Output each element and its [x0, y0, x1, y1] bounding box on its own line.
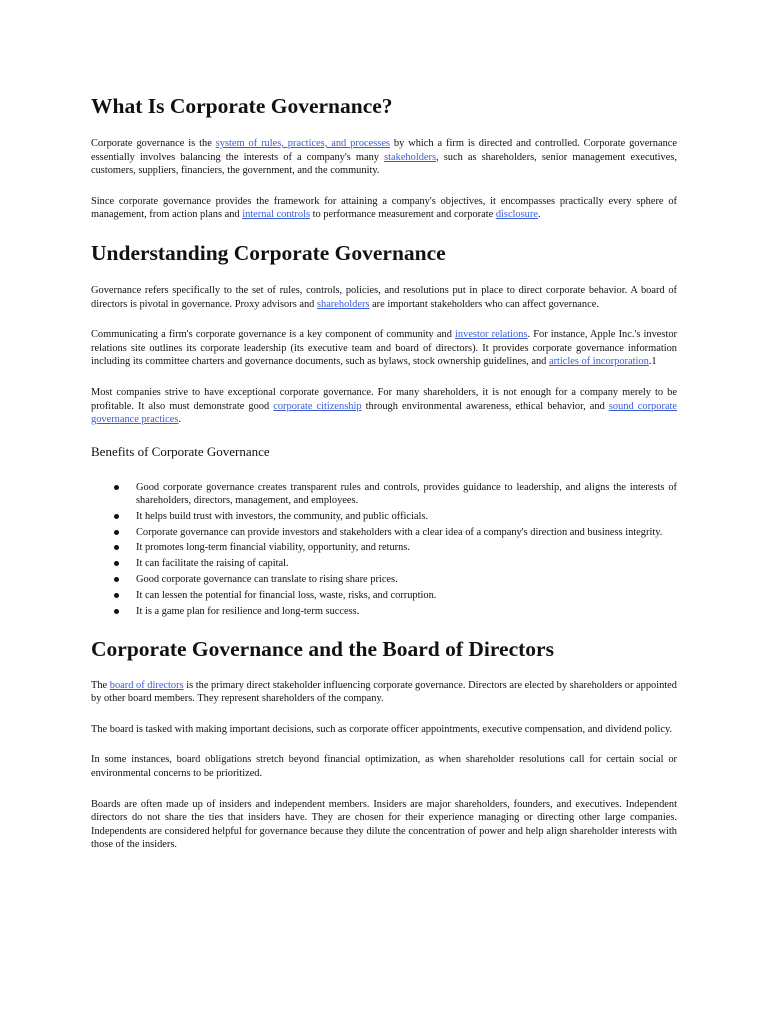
- text-fragment: to performance measurement and corporate: [310, 209, 496, 221]
- paragraph-insiders-independents: Boards are often made up of insiders and independent members. Insiders are major shareholders, founders, and executives. Independent directors do not share the ties that insiders have. They are chosen for their experience managing or directing other large companies. Independents are considered helpful for governance because they dilute the concentration of power and help align shareholder interests with those of the insiders.: [91, 798, 677, 851]
- list-item: Corporate governance can provide investors and stakeholders with a clear idea of a company's direction and business integrity.: [136, 526, 677, 539]
- text-fragment: .: [537, 209, 541, 221]
- list-item: Good corporate governance creates transparent rules and controls, provides guidance to leadership, and aligns the interests of shareholders, directors, management, and employees.: [136, 481, 677, 506]
- paragraph-most-companies: [91, 386, 677, 427]
- text-fragment: Governance refers specifically to the set of rules, controls, policies, and resolutions put in place to direct corporate behavior. A board of directors is pivotal in governance. Proxy advisors and: [91, 284, 677, 310]
- heading-what-is-corporate-governance: What Is Corporate Governance?: [91, 94, 393, 118]
- text-fragment: . For instance, Apple Inc.'s investor relations site outlines its corporate leadership (its executive team and board of directors). It provides corporate governance information including its committee charters and governance documents, such as bylaws, stock ownership guidelines, and: [91, 329, 677, 368]
- link-sound-practices[interactable]: sound corporate governance practices: [91, 400, 678, 426]
- paragraph-board-primary: [91, 679, 677, 706]
- list-item: It helps build trust with investors, the community, and public officials.: [136, 510, 677, 523]
- paragraph-board-tasked: The board is tasked with making important decisions, such as corporate officer appointments, executive compensation, and dividend policy.: [91, 723, 673, 735]
- text-fragment: .1: [648, 356, 657, 368]
- link-stakeholders[interactable]: stakeholders: [384, 151, 437, 163]
- list-item: Good corporate governance can translate to rising share prices.: [136, 573, 677, 586]
- text-fragment: is the primary direct stakeholder influencing corporate governance. Directors are elected by shareholders or appointed by other board members. They represent shareholders of the company.: [91, 679, 677, 705]
- list-item: It is a game plan for resilience and long-term success.: [136, 605, 677, 618]
- paragraph-framework: [91, 195, 677, 222]
- list-item: It can facilitate the raising of capital.: [136, 557, 677, 570]
- text-fragment: , such as shareholders, senior management executives, customers, suppliers, financiers, the government, and the community.: [91, 151, 677, 177]
- paragraph-communicating: [91, 328, 677, 369]
- link-corporate-citizenship[interactable]: corporate citizenship: [273, 400, 362, 412]
- link-shareholders[interactable]: shareholders: [316, 298, 370, 310]
- list-item: It promotes long-term financial viability, opportunity, and returns.: [136, 541, 677, 554]
- paragraph-governance-refers: [91, 284, 677, 311]
- paragraph-board-obligations: In some instances, board obligations stretch beyond financial optimization, as when shareholder resolutions call for certain social or environmental concerns to be prioritized.: [91, 754, 677, 780]
- text-fragment: by which a firm is directed and controlled. Corporate governance essentially involves balancing the interests of a company's many: [91, 138, 678, 163]
- list-item: It can lessen the potential for financial loss, waste, risks, and corruption.: [136, 589, 677, 602]
- link-articles-of-incorporation[interactable]: articles of incorporation: [548, 356, 649, 368]
- text-fragment: Most companies strive to have exceptional corporate governance. For many shareholders, it is not enough for a company merely to be profitable. It also must demonstrate good: [91, 386, 677, 412]
- heading-understanding-corporate-governance: Understanding Corporate Governance: [91, 240, 446, 265]
- link-internal-controls[interactable]: internal controls: [242, 209, 311, 221]
- heading-board-of-directors: Corporate Governance and the Board of Directors: [91, 636, 554, 661]
- text-fragment: Communicating a firm's corporate governance is a key component of community and: [91, 329, 456, 341]
- text-fragment: are important stakeholders who can affect governance.: [369, 298, 599, 310]
- link-disclosure[interactable]: disclosure: [495, 209, 538, 221]
- link-investor-relations[interactable]: investor relations: [455, 329, 528, 341]
- paragraph-definition: [91, 137, 677, 178]
- subheading-benefits: Benefits of Corporate Governance: [91, 443, 270, 459]
- link-system-of-rules[interactable]: system of rules, practices, and processes: [215, 138, 390, 149]
- text-fragment: The: [91, 679, 110, 691]
- benefits-list: [91, 481, 677, 618]
- link-board-of-directors[interactable]: board of directors: [109, 679, 184, 691]
- text-fragment: Corporate governance is the: [91, 138, 216, 149]
- text-fragment: Since corporate governance provides the framework for attaining a company's objectives, it encompasses practically every sphere of management, from action plans and: [91, 195, 677, 221]
- text-fragment: through environmental awareness, ethical behavior, and: [361, 400, 609, 412]
- text-fragment: .: [178, 414, 182, 426]
